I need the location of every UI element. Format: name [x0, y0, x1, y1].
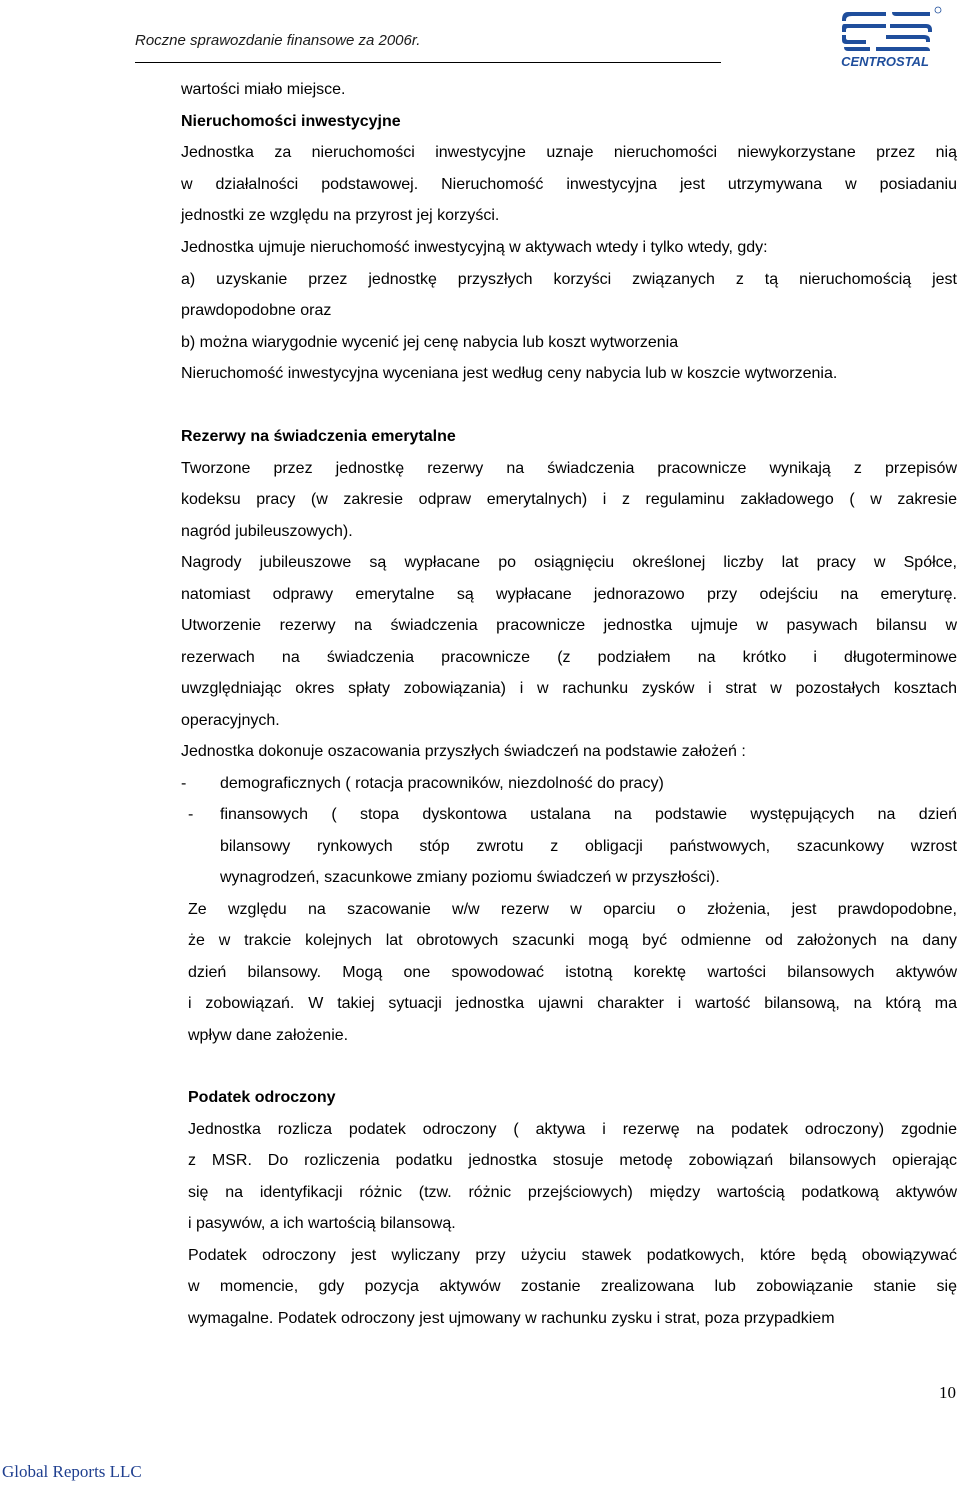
text-line: uwzględniając okres spłaty zobowiązania) i w rachunku zysków i strat w pozostałych kosztach [181, 680, 957, 697]
list-dash: - [188, 806, 194, 823]
header-rule [135, 62, 721, 63]
list-dash: - [181, 775, 187, 792]
list-item-cont: bilansowy rynkowych stóp zwrotu z obligacji państwowych, szacunkowy wzrost [220, 838, 957, 855]
text-line: wartości miało miejsce. [181, 81, 346, 98]
text-line: wymagalne. Podatek odroczony jest ujmowany w rachunku zysku i strat, poza przypadkiem [188, 1310, 835, 1327]
centrostal-logo [826, 2, 944, 72]
footer-publisher: Global Reports LLC [2, 1462, 142, 1481]
text-line: i pasywów, a ich wartością bilansową. [188, 1215, 456, 1232]
logo-wordmark: CENTROSTAL [841, 54, 929, 69]
text-line: że w trakcie kolejnych lat obrotowych szacunki mogą być odmienne od założonych na dany [188, 932, 957, 949]
heading-nieruchomosci: Nieruchomości inwestycyjne [181, 113, 401, 130]
text-line: operacyjnych. [181, 712, 280, 729]
text-line: się na identyfikacji różnic (tzw. różnic przejściowych) między wartością podatkową aktywów [188, 1184, 957, 1201]
text-line: Jednostka dokonuje oszacowania przyszłych świadczeń na podstawie założeń : [181, 743, 746, 760]
list-item: finansowych ( stopa dyskontowa ustalana na podstawie występujących na dzień [220, 806, 957, 823]
registered-icon [935, 7, 941, 13]
text-line: w działalności podstawowej. Nieruchomość inwestycyjna jest utrzymywana w posiadaniu [181, 176, 957, 193]
text-line: kodeksu pracy (w zakresie odpraw emerytalnych) i z regulaminu zakładowego ( w zakresie [181, 491, 957, 508]
list-item-a: a) uzyskanie przez jednostkę przyszłych korzyści związanych z tą nieruchomością jest [181, 271, 957, 288]
text-line: dzień bilansowy. Mogą one spowodować istotną korektę wartości bilansowych aktywów [188, 964, 957, 981]
text-line: Podatek odroczony jest wyliczany przy użyciu stawek podatkowych, które będą obowiązywać [188, 1247, 957, 1264]
text-line: rezerwach na świadczenia pracownicze (z podziałem na krótko i długoterminowe [181, 649, 957, 666]
text-line: i zobowiązań. W takiej sytuacji jednostka ujawni charakter i wartość bilansową, na którą ma [188, 995, 957, 1012]
text-line: jednostki ze względu na przyrost jej korzyści. [181, 207, 500, 224]
text-line: Jednostka rozlicza podatek odroczony ( aktywa i rezerwę na podatek odroczony) zgodnie [188, 1121, 957, 1138]
text-line: nagród jubileuszowych). [181, 523, 353, 540]
report-title: Roczne sprawozdanie finansowe za 2006r. [135, 32, 421, 49]
list-item: demograficznych ( rotacja pracowników, niezdolność do pracy) [220, 775, 664, 792]
text-line: Jednostka ujmuje nieruchomość inwestycyjną w aktywach wtedy i tylko wtedy, gdy: [181, 239, 768, 256]
text-line: Utworzenie rezerwy na świadczenia pracownicze jednostka ujmuje w pasywach bilansu w [181, 617, 957, 634]
text-line: Nagrody jubileuszowe są wypłacane po osiągnięciu określonej liczby lat pracy w Spółce, [181, 554, 957, 571]
list-item-b: b) można wiarygodnie wycenić jej cenę nabycia lub koszt wytworzenia [181, 334, 679, 351]
heading-rezerwy: Rezerwy na świadczenia emerytalne [181, 428, 456, 445]
text-line: Tworzone przez jednostkę rezerwy na świadczenia pracownicze wynikają z przepisów [181, 460, 957, 477]
text-line: prawdopodobne oraz [181, 302, 332, 319]
page-number: 10 [939, 1383, 956, 1402]
text-line: Jednostka za nieruchomości inwestycyjne uznaje nieruchomości niewykorzystane przez nią [181, 144, 957, 161]
text-line: w momencie, gdy pozycja aktywów zostanie zrealizowana lub zobowiązanie stanie się [188, 1278, 957, 1295]
text-line: natomiast odprawy emerytalne są wypłacane jednorazowo przy odejściu na emeryturę. [181, 586, 957, 603]
list-item-cont: wynagrodzeń, szacunkowe zmiany poziomu świadczeń w przyszłości). [220, 869, 720, 886]
text-line: Nieruchomość inwestycyjna wyceniana jest według ceny nabycia lub w koszcie wytworzenia. [181, 365, 838, 382]
heading-podatek: Podatek odroczony [188, 1089, 336, 1106]
text-line: wpływ dane założenie. [188, 1027, 349, 1044]
text-line: z MSR. Do rozliczenia podatku jednostka stosuje metodę zobowiązań bilansowych opierając [188, 1152, 957, 1169]
text-line: Ze względu na szacowanie w/w rezerw w oparciu o złożenia, jest prawdopodobne, [188, 901, 957, 918]
